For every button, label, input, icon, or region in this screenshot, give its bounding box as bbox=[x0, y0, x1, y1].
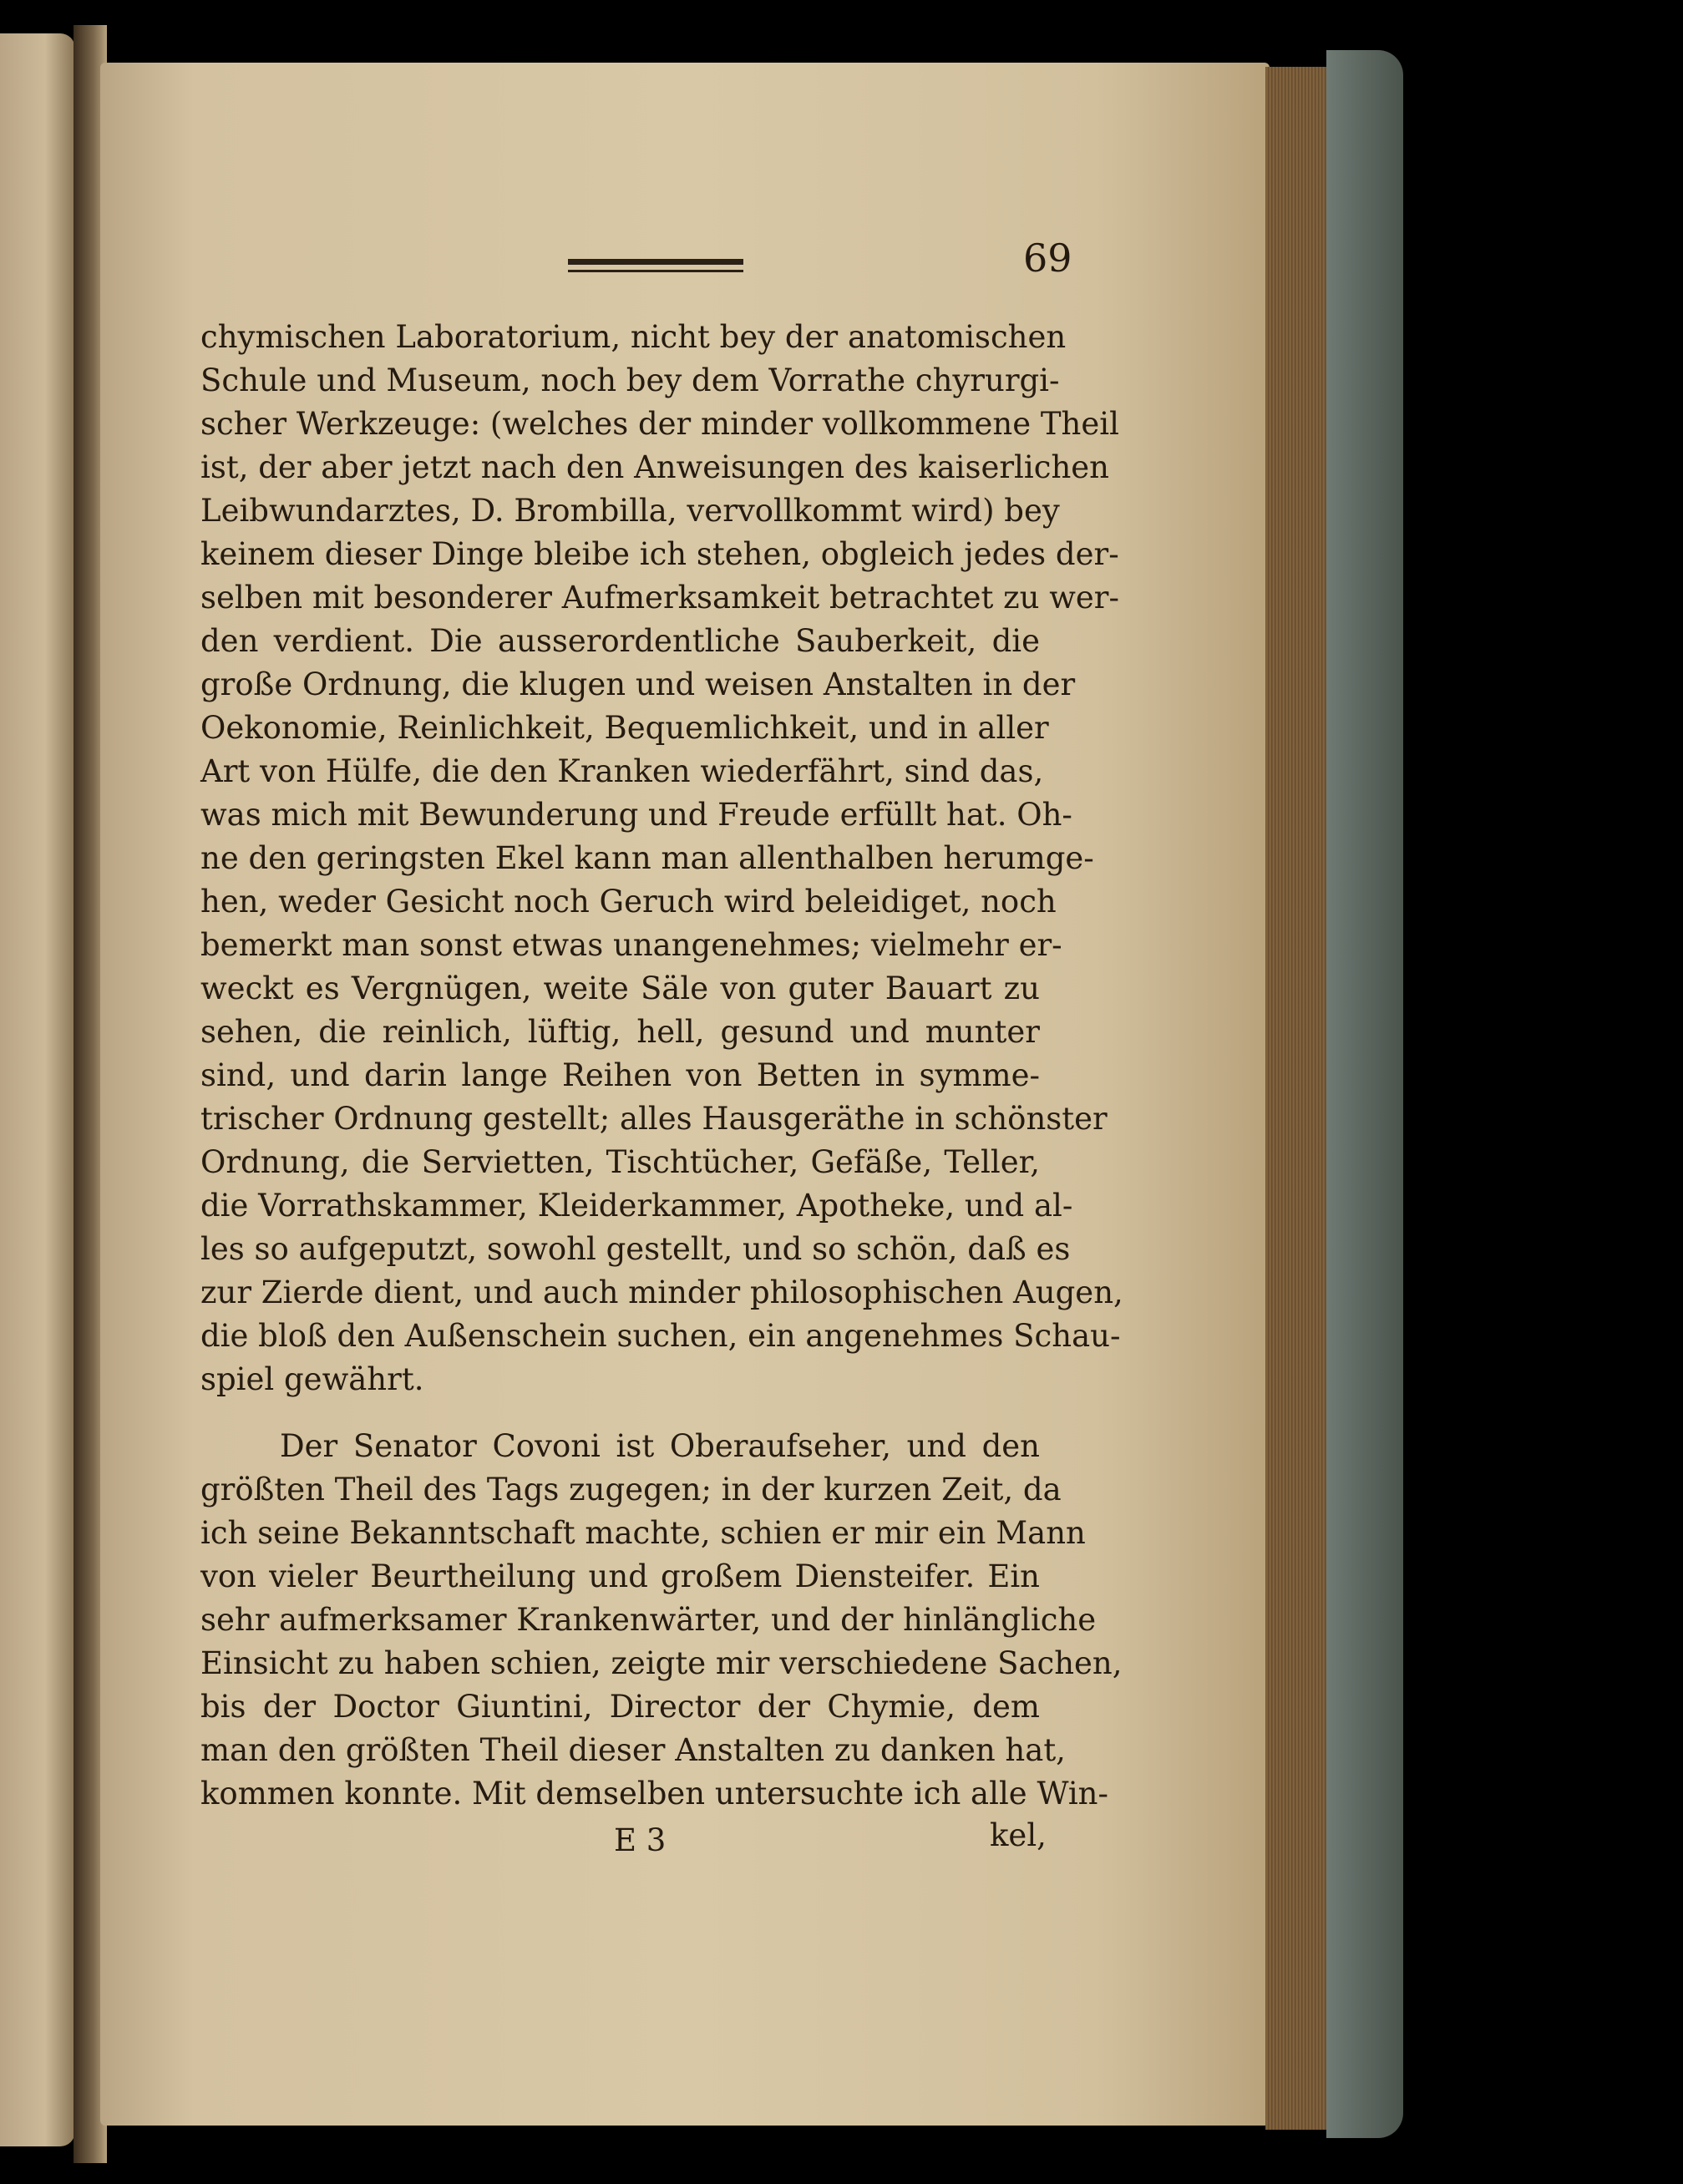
text-line: les so aufgeputzt, sowohl gestellt, und so schön, daß es bbox=[200, 1231, 1071, 1267]
text-line: sehr aufmerksamer Krankenwärter, und der hinlängliche bbox=[200, 1602, 1097, 1638]
text-line: Schule und Museum, noch bey dem Vorrathe chyrurgi- bbox=[200, 362, 1060, 398]
text-line: keinem dieser Dinge bleibe ich stehen, obgleich jedes der- bbox=[200, 536, 1119, 572]
text-line: große Ordnung, die klugen und weisen Anstalten in der bbox=[200, 666, 1076, 702]
text-line: ich seine Bekanntschaft machte, schien er mir ein Mann bbox=[200, 1515, 1086, 1551]
body-text bbox=[200, 316, 1123, 1816]
text-line: Einsicht zu haben schien, zeigte mir verschiedene Sachen, bbox=[200, 1645, 1123, 1681]
catchword: kel, bbox=[990, 1817, 1047, 1853]
text-line: was mich mit Bewunderung und Freude erfüllt hat. Oh- bbox=[200, 797, 1072, 833]
text-line: größten Theil des Tags zugegen; in der kurzen Zeit, da bbox=[200, 1472, 1062, 1508]
text-line: spiel gewährt. bbox=[200, 1361, 424, 1397]
paragraph-1 bbox=[200, 316, 1123, 1401]
text-line: ne den geringsten Ekel kann man allenthalben herumge- bbox=[200, 840, 1094, 876]
page-fore-edge bbox=[1265, 67, 1328, 2130]
facing-page-edge bbox=[0, 33, 75, 2146]
text-line: den verdient. Die ausserordentliche Sauberkeit, die bbox=[200, 623, 1040, 659]
text-line: weckt es Vergnügen, weite Säle von guter Bauart zu bbox=[200, 970, 1040, 1006]
text-line: zur Zierde dient, und auch minder philosophischen Augen, bbox=[200, 1274, 1123, 1310]
paragraph-2 bbox=[200, 1425, 1123, 1816]
text-line: Art von Hülfe, die den Kranken wiederfährt, sind das, bbox=[200, 753, 1044, 789]
header-rule bbox=[568, 259, 743, 272]
text-line: bis der Doctor Giuntini, Director der Chymie, dem bbox=[200, 1689, 1040, 1725]
paragraph-gap bbox=[200, 1401, 1040, 1425]
text-line: die Vorrathskammer, Kleiderkammer, Apotheke, und al- bbox=[200, 1188, 1073, 1224]
book-cover-edge bbox=[1326, 50, 1403, 2138]
text-line: selben mit besonderer Aufmerksamkeit betrachtet zu wer- bbox=[200, 580, 1119, 616]
text-line: Ordnung, die Servietten, Tischtücher, Gefäße, Teller, bbox=[200, 1144, 1040, 1180]
text-line: bemerkt man sonst etwas unangenehmes; vielmehr er- bbox=[200, 927, 1062, 963]
text-line: sehen, die reinlich, lüftig, hell, gesund und munter bbox=[200, 1014, 1040, 1050]
signature-mark: E 3 bbox=[614, 1822, 667, 1858]
text-line: von vieler Beurtheilung und großem Diensteifer. Ein bbox=[200, 1558, 1040, 1594]
text-line: Oekonomie, Reinlichkeit, Bequemlichkeit, und in aller bbox=[200, 710, 1049, 746]
page-number: 69 bbox=[1023, 236, 1072, 281]
text-line: scher Werkzeuge: (welches der minder vollkommene Theil bbox=[200, 406, 1119, 442]
text-line: kommen konnte. Mit demselben untersuchte ich alle Win- bbox=[200, 1776, 1108, 1812]
text-line: chymischen Laboratorium, nicht bey der anatomischen bbox=[200, 319, 1067, 355]
text-line: sind, und darin lange Reihen von Betten in symme- bbox=[200, 1057, 1040, 1093]
text-line: ist, der aber jetzt nach den Anweisungen des kaiserlichen bbox=[200, 449, 1109, 485]
text-line: Leibwundarztes, D. Brombilla, vervollkommt wird) bey bbox=[200, 493, 1060, 529]
text-line: die bloß den Außenschein suchen, ein angenehmes Schau- bbox=[200, 1318, 1121, 1354]
text-line: hen, weder Gesicht noch Geruch wird beleidiget, noch bbox=[200, 884, 1057, 920]
text-line: Der Senator Covoni ist Oberaufseher, und den bbox=[280, 1428, 1040, 1464]
text-line: man den größten Theil dieser Anstalten zu danken hat, bbox=[200, 1732, 1066, 1768]
text-line: trischer Ordnung gestellt; alles Hausgeräthe in schönster bbox=[200, 1101, 1108, 1137]
